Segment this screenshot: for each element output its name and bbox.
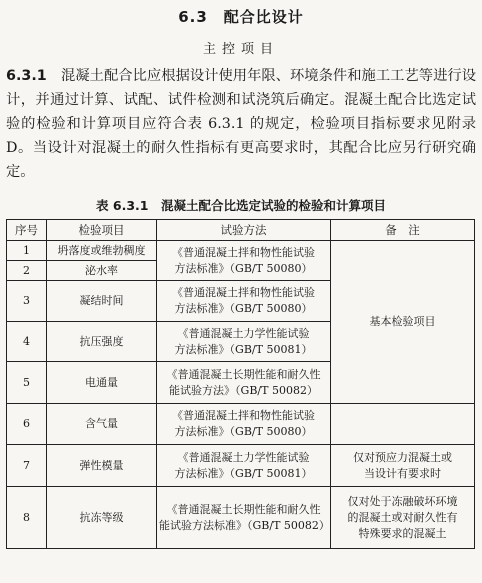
method-line: 方法标准》（GB/T 50080）: [174, 302, 313, 315]
clause-number: 6.3.1: [6, 68, 47, 84]
section-subtitle: 主控项目: [202, 42, 279, 57]
clause-text: 混凝土配合比应根据设计使用年限、环境条件和施工工艺等进行设计，并通过计算、试配、试件检测和试浇筑后确定。混凝土配合比选定试验的检验和计算项目应符合表 6.3.1 的规定，检验项目指标要求见附录 D。当设计对混凝土的耐久性指标有更高要求时，其配合比应另行研究确定。: [6, 68, 477, 180]
note-line: 特殊要求的混凝土: [358, 526, 447, 540]
note-line: 当设计有要求时: [364, 466, 441, 480]
note-line: 仅对处于冻融破坏环境: [347, 494, 458, 508]
row-item: 抗冻等级: [47, 487, 157, 549]
table-row: [7, 241, 475, 261]
method-line: 方法标准》（GB/T 50080）: [174, 261, 313, 275]
method-line: 《普通混凝土长期性能和耐久性: [166, 502, 321, 516]
row-note: [331, 445, 475, 487]
header-no: 序号: [7, 220, 47, 241]
header-method: 试验方法: [157, 220, 331, 241]
row-note: [331, 487, 475, 549]
header-item: 检验项目: [47, 220, 157, 241]
row-no: 4: [7, 322, 47, 362]
row-method: [157, 487, 331, 549]
row-no: 6: [7, 404, 47, 445]
row-method: [157, 281, 331, 322]
section-title: 6.3 配合比设计: [178, 8, 304, 26]
table-row: [7, 445, 475, 487]
method-line: 方法标准》（GB/T 50081）: [174, 466, 313, 480]
row-item: 含气量: [47, 404, 157, 445]
row-item: 电通量: [47, 362, 157, 404]
method-line: 《普通混凝土拌和物性能试验: [172, 286, 315, 299]
row-item: 凝结时间: [47, 281, 157, 322]
row-item: 抗压强度: [47, 322, 157, 362]
note-line: 仅对预应力混凝土或: [353, 450, 452, 464]
row-item: 坍落度或维勃稠度: [47, 241, 157, 261]
row-method: [157, 445, 331, 487]
row-method: [157, 404, 331, 445]
method-line: 《普通混凝土力学性能试验: [177, 326, 310, 340]
row-method: [157, 322, 331, 362]
row-note-basic: 基本检验项目: [331, 241, 475, 404]
row-method: [157, 362, 331, 404]
method-line: 《普通混凝土力学性能试验: [177, 450, 310, 464]
row-no: 7: [7, 445, 47, 487]
table-row: [7, 487, 475, 549]
method-line: 《普通混凝土长期性能和耐久性: [166, 367, 321, 381]
row-no: 1: [7, 241, 47, 261]
inspection-table: [6, 219, 475, 549]
row-item: 泌水率: [47, 261, 157, 281]
row-no: 3: [7, 281, 47, 322]
header-note: 备 注: [331, 220, 475, 241]
row-method: [157, 241, 331, 281]
table-caption: 表 6.3.1 混凝土配合比选定试验的检验和计算项目: [96, 198, 386, 213]
row-note-empty: [331, 404, 475, 445]
method-line: 能试验方法标准》（GB/T 50082）: [159, 518, 330, 532]
method-line: 能试验方法》（GB/T 50082）: [169, 383, 318, 397]
row-item: 弹性模量: [47, 445, 157, 487]
method-line: 方法标准》（GB/T 50080）: [174, 425, 313, 438]
clause-paragraph: [6, 64, 476, 184]
table-row: [7, 404, 475, 445]
note-line: 的混凝土或对耐久性有: [347, 510, 458, 524]
row-no: 5: [7, 362, 47, 404]
table-header-row: [7, 220, 475, 241]
row-no: 8: [7, 487, 47, 549]
row-no: 2: [7, 261, 47, 281]
method-line: 《普通混凝土拌和物性能试验: [172, 245, 315, 259]
method-line: 《普通混凝土拌和物性能试验: [172, 409, 315, 422]
method-line: 方法标准》（GB/T 50081）: [174, 342, 313, 356]
